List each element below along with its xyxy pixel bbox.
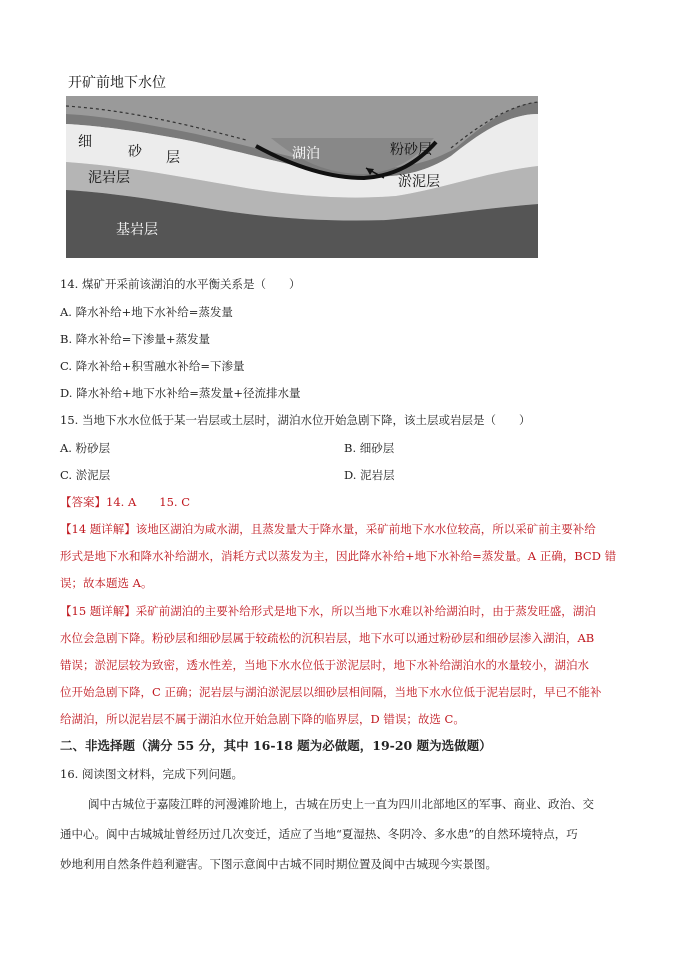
q14-option-b: B. 降水补给=下渗量+蒸发量 xyxy=(60,332,211,346)
q14-option-d: D. 降水补给+地下水补给=蒸发量+径流排水量 xyxy=(60,386,301,400)
q14-stem: 14. 煤矿开采前该湖泊的水平衡关系是（ ） xyxy=(60,277,301,291)
detail14-line2: 形式是地下水和降水补给湖水，消耗方式以蒸发为主，因此降水补给+地下水补给=蒸发量。A 正确，BCD 错 xyxy=(60,549,617,563)
figure-title: 开矿前地下水位 xyxy=(68,75,166,91)
q14-option-a: A. 降水补给+地下水补给=蒸发量 xyxy=(60,305,233,319)
detail14-line3: 误；故本题选 A。 xyxy=(60,576,153,590)
q16-para-line3: 妙地利用自然条件趋利避害。下图示意阆中古城不同时期位置及阆中古城现今实景图。 xyxy=(60,857,497,871)
label-jiyanceng: 基岩层 xyxy=(116,222,158,238)
detail15-line4: 位开始急剧下降，C 正确；泥岩层与湖泊淤泥层以细砂层相间隔，当地下水水位低于泥岩层时，早已不能补 xyxy=(60,685,602,699)
q15-option-a: A. 粉砂层 xyxy=(60,441,111,455)
detail15-line2: 水位会急剧下降。粉砂层和细砂层属于较疏松的沉积岩层，地下水可以通过粉砂层和细砂层渗入湖泊，AB xyxy=(60,631,595,645)
q16-stem: 16. 阅读图文材料，完成下列问题。 xyxy=(60,767,243,781)
q14-option-c: C. 降水补给+积雪融水补给=下渗量 xyxy=(60,359,245,373)
label-yunniceng: 淤泥层 xyxy=(398,174,440,190)
label-fenshaceng: 粉砂层 xyxy=(390,142,432,158)
label-sha: 砂 xyxy=(128,144,142,160)
label-xi: 细 xyxy=(78,134,92,150)
label-lake: 湖泊 xyxy=(292,146,320,162)
detail15-line3: 错误；淤泥层较为致密，透水性差，当地下水水位低于淤泥层时，地下水补给湖泊水的水量较小，湖泊水 xyxy=(60,658,589,672)
detail14-line1: 【14 题详解】该地区湖泊为咸水湖，且蒸发量大于降水量，采矿前地下水水位较高，所以采矿前主要补给 xyxy=(60,522,596,536)
detail15-line5: 给湖泊，所以泥岩层不属于湖泊水位开始急剧下降的临界层，D 错误；故选 C。 xyxy=(60,712,465,726)
groundwater-diagram xyxy=(66,96,538,258)
label-ceng: 层 xyxy=(166,150,180,166)
q16-para-line1: 阆中古城位于嘉陵江畔的河漫滩阶地上，古城在历史上一直为四川北部地区的军事、商业、政治、交 xyxy=(88,797,594,811)
q15-option-b: B. 细砂层 xyxy=(344,441,395,455)
detail15-line1: 【15 题详解】采矿前湖泊的主要补给形式是地下水，所以当地下水难以补给湖泊时，由于蒸发旺盛，湖泊 xyxy=(60,604,596,618)
q15-option-c: C. 淤泥层 xyxy=(60,468,111,482)
q15-stem: 15. 当地下水水位低于某一岩层或土层时，湖泊水位开始急剧下降，该土层或岩层是（ ） xyxy=(60,413,531,427)
section2-title: 二、非选择题（满分 55 分，其中 16-18 题为必做题，19-20 题为选做题） xyxy=(60,738,492,753)
answer-line: 【答案】14. A 15. C xyxy=(60,495,190,509)
q16-para-line2: 通中心。阆中古城城址曾经历过几次变迁，适应了当地“夏湿热、冬阴冷、多水患”的自然环境特点，巧 xyxy=(60,827,578,841)
label-niyanceng: 泥岩层 xyxy=(88,170,130,186)
q15-option-d: D. 泥岩层 xyxy=(344,468,395,482)
